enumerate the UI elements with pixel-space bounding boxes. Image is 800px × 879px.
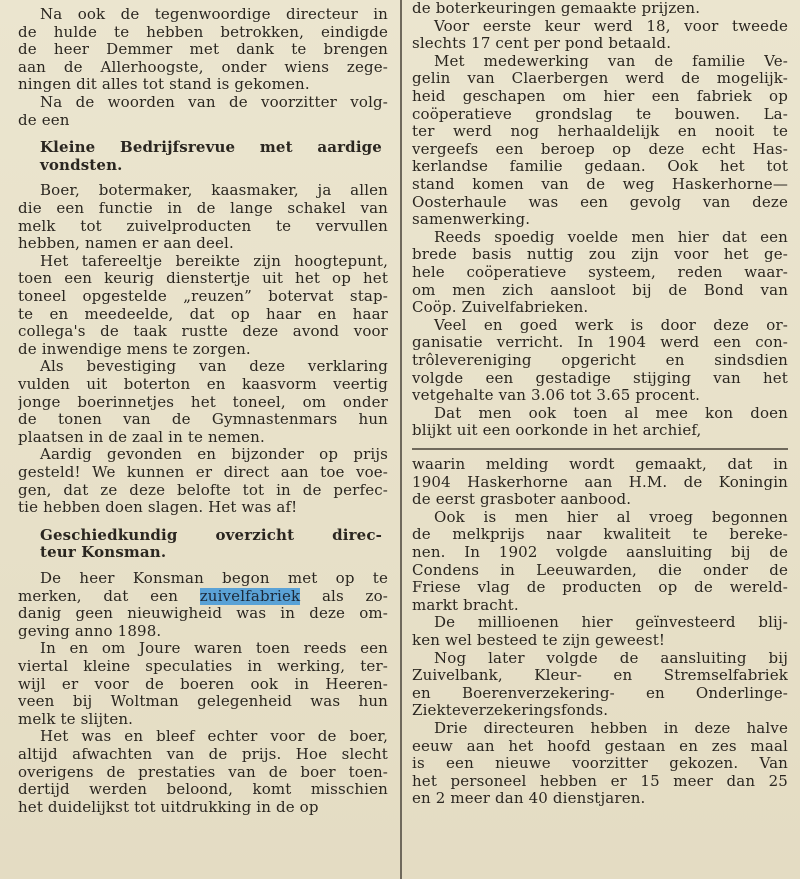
text-line: Zuivelbank, Kleur- en Stremselfabriek [412, 667, 788, 685]
text-line: heid geschapen om hier een fabriek op [412, 88, 788, 105]
text-line: om men zich aansloot bij de Bond van [412, 281, 788, 299]
text-line: hebben, namen er aan deel. [18, 235, 234, 253]
text-line: brede basis nuttig zou zijn voor het ge- [412, 246, 788, 264]
text-line: tie hebben doen slagen. Het was af! [18, 499, 298, 517]
text-line: de hulde te hebben betrokken, eindigde [18, 23, 388, 41]
text-line: markt bracht. [412, 596, 519, 614]
text-line: het duidelijkst tot uitdrukking in de op [18, 798, 319, 816]
text-line: vulden uit boterton en kaasvorm veertig [18, 376, 388, 393]
text-line: Het tafereeltje bereikte zijn hoogtepunt, [40, 252, 388, 270]
text-line: De millioenen hier geïnvesteerd blij- [434, 614, 788, 632]
text-line: trôlevereniging opgericht en sindsdien [412, 352, 788, 369]
text-line: en 2 meer dan 40 dienstjaren. [412, 790, 646, 808]
text-line: Ziekteverzekeringsfonds. [412, 702, 609, 720]
section-heading-line: vondsten. [40, 156, 123, 174]
text-line: Oosterhaule was een gevolg van deze [412, 193, 788, 211]
text-line: collega's de taak rustte deze avond voor [18, 323, 388, 341]
text-line: Als bevestiging van deze verklaring [40, 358, 388, 376]
text-line: melk te slijten. [18, 710, 134, 728]
text-line: hele coöperatieve systeem, reden waar- [412, 264, 788, 281]
text-line: ter werd nog herhaaldelijk en nooit te [412, 123, 788, 141]
text-line: de inwendige mens te zorgen. [18, 340, 251, 358]
text-line: samenwerking. [412, 211, 531, 229]
text-line: Na ook de tegenwoordige directeur in [40, 6, 388, 23]
text-line: merken, dat een zuivelfabriek als zo- [18, 587, 388, 605]
section-heading-line: Kleine Bedrijfsrevue met aardige [40, 139, 382, 157]
section-heading-line: Geschiedkundig overzicht direc- [40, 526, 382, 544]
right-column [412, 0, 788, 879]
text-line: blijkt uit een oorkonde in het archief, [412, 422, 702, 440]
text-line: Dat men ook toen al mee kon doen [434, 404, 788, 422]
text-line: veen bij Woltman gelegenheid was hun [18, 693, 388, 711]
text-line: toen een keurig dienstertje uit het op het [18, 270, 388, 288]
text-line: Het was en bleef echter voor de boer, [40, 728, 388, 746]
text-line: gelin van Claerbergen werd de mogelijk- [412, 70, 788, 88]
text-line: nen. In 1902 volgde aansluiting bij de [412, 544, 788, 561]
text-line: het personeel hebben er 15 meer dan 25 [412, 772, 788, 790]
text-line: de melkprijs naar kwaliteit te bereke- [412, 526, 788, 544]
text-line: Boer, botermaker, kaasmaker, ja allen [40, 182, 388, 200]
text-line: die een functie in de lange schakel van [18, 200, 388, 217]
text-line: ganisatie verricht. In 1904 werd een con- [412, 334, 788, 352]
text-line: Veel en goed werk is door deze or- [434, 316, 788, 334]
text-line: viertal kleine speculaties in werking, ter- [18, 658, 388, 675]
text-line: 1904 Haskerhorne aan H.M. de Koningin [412, 473, 788, 491]
text-line: jonge boerinnetjes het toneel, om onder [18, 393, 388, 411]
text-line: waarin melding wordt gemaakt, dat in [412, 456, 788, 473]
highlighted-word[interactable]: zuivelfabriek [199, 587, 301, 605]
text-line: en Boerenverzekering- en Onderlinge- [412, 684, 788, 702]
text-line: gesteld! We kunnen er direct aan toe voe- [18, 464, 388, 481]
text-line: plaatsen in de zaal in te nemen. [18, 428, 265, 446]
text-line: aan de Allerhoogste, onder wiens zege- [18, 58, 388, 76]
text-line: de heer Demmer met dank te brengen [18, 41, 388, 59]
text-line: ken wel besteed te zijn geweest! [412, 632, 666, 649]
text-line: overigens de prestaties van de boer toen- [18, 763, 388, 781]
text-line: stand komen van de weg Haskerhorne— [412, 176, 788, 193]
text-line: de eerst grasboter aanbood. [412, 491, 632, 509]
text-line: Condens in Leeuwarden, die onder de [412, 561, 788, 579]
text-line: wijl er voor de boeren ook in Heeren- [18, 675, 388, 693]
text-line: kerlandse familie gedaan. Ook het tot [412, 158, 788, 176]
text-line: de tonen van de Gymnastenmars hun [18, 411, 388, 429]
text-line: Drie directeuren hebben in deze halve [434, 720, 788, 737]
text-line: is een nieuwe voorzitter gekozen. Van [412, 755, 788, 773]
text-line: In en om Joure waren toen reeds een [40, 640, 388, 658]
text-line: slechts 17 cent per pond betaald. [412, 35, 672, 53]
text-line: Nog later volgde de aansluiting bij [434, 649, 788, 667]
text-line: Ook is men hier al vroeg begonnen [434, 508, 788, 526]
column-divider [400, 0, 402, 879]
text-line: geving anno 1898. [18, 622, 162, 640]
text-line: Friese vlag de producten op de wereld- [412, 579, 788, 597]
text-line: toneel opgestelde „reuzen” botervat stap- [18, 288, 388, 305]
section-rule [412, 448, 788, 450]
section-heading-line: teur Konsman. [40, 544, 167, 562]
text-line: Aardig gevonden en bijzonder op prijs [40, 446, 388, 464]
text-line: volgde een gestadige stijging van het [412, 369, 788, 387]
text-line: gen, dat ze deze belofte tot in de perfec- [18, 481, 388, 499]
text-line: coöperatieve grondslag te bouwen. La- [412, 105, 788, 123]
text-line: Na de woorden van de voorzitter volg- [40, 94, 388, 111]
text-line: de een [18, 111, 70, 129]
left-column [18, 0, 388, 879]
text-line: danig geen nieuwigheid was in deze om- [18, 605, 388, 623]
text-line: melk tot zuivelproducten te vervullen [18, 217, 388, 235]
text-line: vetgehalte van 3.06 tot 3.65 procent. [412, 387, 701, 405]
text-line: De heer Konsman begon met op te [40, 570, 388, 587]
text-line: ningen dit alles tot stand is gekomen. [18, 76, 310, 94]
text-line: dertijd werden beloond, komt misschien [18, 781, 388, 799]
text-line: Reeds spoedig voelde men hier dat een [434, 228, 788, 246]
text-line: Coöp. Zuivelfabrieken. [412, 299, 589, 317]
text-line: eeuw aan het hoofd gestaan en zes maal [412, 737, 788, 755]
text-line: Met medewerking van de familie Ve- [434, 52, 788, 70]
text-line: Voor eerste keur werd 18, voor tweede [434, 17, 788, 35]
text-line: vergeefs een beroep op deze echt Has- [412, 140, 788, 158]
text-line: de boterkeuringen gemaakte prijzen. [412, 0, 701, 17]
text-line: altijd afwachten van de prijs. Hoe slecht [18, 746, 388, 763]
text-line: te en meedeelde, dat op haar en haar [18, 305, 388, 323]
